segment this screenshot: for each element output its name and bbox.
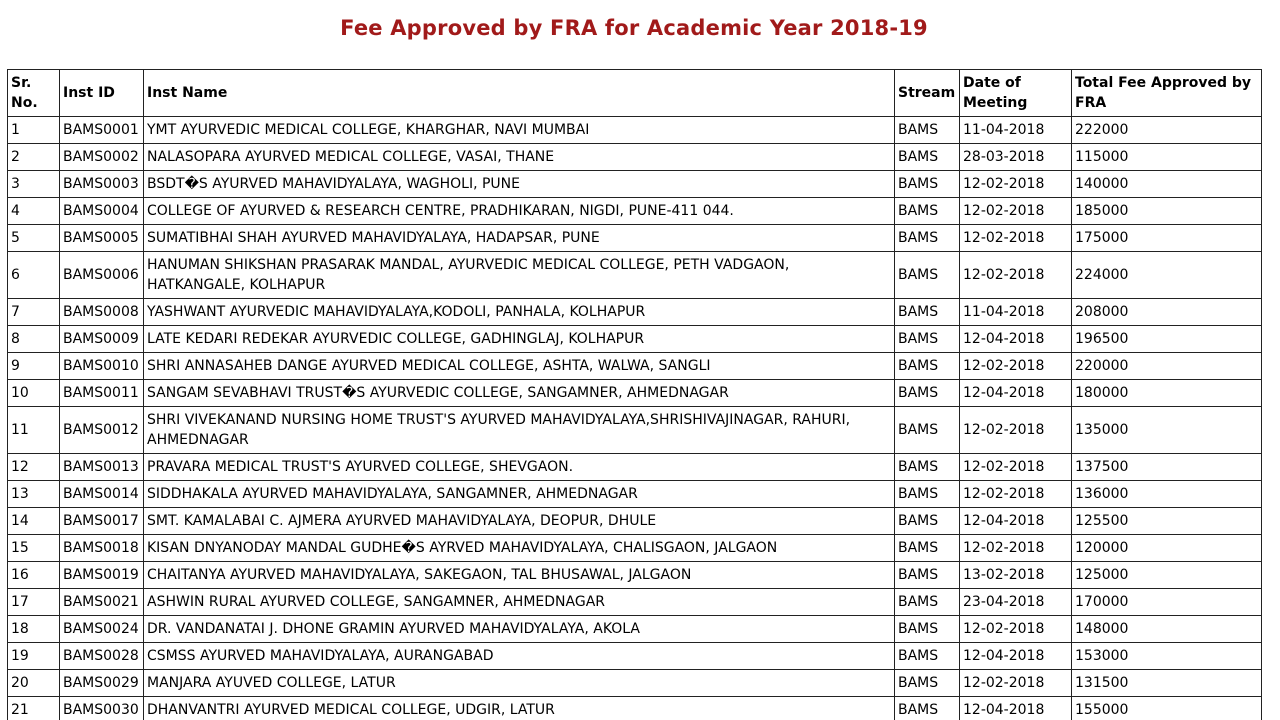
cell-date: 12-02-2018 [960,481,1072,508]
cell-sr-no: 9 [8,353,60,380]
cell-date: 12-02-2018 [960,535,1072,562]
table-row [8,225,1262,252]
table-row [8,252,1262,299]
cell-fee: 148000 [1072,616,1262,643]
table-row [8,508,1262,535]
cell-inst-id: BAMS0003 [60,171,144,198]
cell-stream: BAMS [895,299,960,326]
cell-stream: BAMS [895,454,960,481]
cell-stream: BAMS [895,198,960,225]
cell-date: 12-02-2018 [960,171,1072,198]
table-row [8,454,1262,481]
cell-inst-name: PRAVARA MEDICAL TRUST'S AYURVED COLLEGE, SHEVGAON. [144,454,895,481]
cell-date: 12-02-2018 [960,670,1072,697]
header-inst-id: Inst ID [60,70,144,117]
cell-sr-no: 11 [8,407,60,454]
table-row [8,643,1262,670]
cell-stream: BAMS [895,562,960,589]
cell-sr-no: 12 [8,454,60,481]
cell-inst-id: BAMS0005 [60,225,144,252]
cell-stream: BAMS [895,508,960,535]
cell-inst-id: BAMS0019 [60,562,144,589]
cell-date: 12-02-2018 [960,225,1072,252]
cell-stream: BAMS [895,326,960,353]
cell-stream: BAMS [895,697,960,720]
cell-inst-name: ASHWIN RURAL AYURVED COLLEGE, SANGAMNER, AHMEDNAGAR [144,589,895,616]
cell-date: 12-02-2018 [960,454,1072,481]
header-inst-name: Inst Name [144,70,895,117]
cell-sr-no: 2 [8,144,60,171]
header-stream: Stream [895,70,960,117]
cell-inst-id: BAMS0002 [60,144,144,171]
cell-sr-no: 14 [8,508,60,535]
table-row [8,670,1262,697]
cell-sr-no: 3 [8,171,60,198]
table-row [8,117,1262,144]
header-total-fee: Total Fee Approved by FRA [1072,70,1262,117]
cell-sr-no: 1 [8,117,60,144]
cell-sr-no: 15 [8,535,60,562]
cell-inst-name: CSMSS AYURVED MAHAVIDYALAYA, AURANGABAD [144,643,895,670]
cell-date: 12-02-2018 [960,407,1072,454]
cell-inst-name: LATE KEDARI REDEKAR AYURVEDIC COLLEGE, GADHINGLAJ, KOLHAPUR [144,326,895,353]
cell-fee: 137500 [1072,454,1262,481]
cell-inst-name: SUMATIBHAI SHAH AYURVED MAHAVIDYALAYA, HADAPSAR, PUNE [144,225,895,252]
header-sr-no: Sr. No. [8,70,60,117]
cell-date: 12-04-2018 [960,326,1072,353]
cell-stream: BAMS [895,117,960,144]
cell-stream: BAMS [895,144,960,171]
table-row [8,299,1262,326]
cell-inst-id: BAMS0024 [60,616,144,643]
cell-fee: 153000 [1072,643,1262,670]
cell-inst-name: KISAN DNYANODAY MANDAL GUDHE�S AYRVED MAHAVIDYALAYA, CHALISGAON, JALGAON [144,535,895,562]
cell-inst-name: NALASOPARA AYURVED MEDICAL COLLEGE, VASAI, THANE [144,144,895,171]
cell-sr-no: 20 [8,670,60,697]
cell-sr-no: 4 [8,198,60,225]
cell-fee: 136000 [1072,481,1262,508]
cell-stream: BAMS [895,535,960,562]
cell-stream: BAMS [895,670,960,697]
cell-date: 12-04-2018 [960,508,1072,535]
cell-inst-id: BAMS0010 [60,353,144,380]
cell-sr-no: 17 [8,589,60,616]
cell-sr-no: 13 [8,481,60,508]
cell-date: 11-04-2018 [960,117,1072,144]
cell-inst-name: HANUMAN SHIKSHAN PRASARAK MANDAL, AYURVEDIC MEDICAL COLLEGE, PETH VADGAON, HATKANGALE, KOLHAPUR [144,252,895,299]
cell-fee: 175000 [1072,225,1262,252]
cell-inst-id: BAMS0028 [60,643,144,670]
cell-sr-no: 6 [8,252,60,299]
cell-stream: BAMS [895,643,960,670]
table-row [8,535,1262,562]
table-row [8,198,1262,225]
cell-inst-name: MANJARA AYUVED COLLEGE, LATUR [144,670,895,697]
cell-date: 12-04-2018 [960,380,1072,407]
cell-stream: BAMS [895,171,960,198]
cell-fee: 220000 [1072,353,1262,380]
cell-date: 28-03-2018 [960,144,1072,171]
table-row [8,481,1262,508]
cell-sr-no: 7 [8,299,60,326]
cell-stream: BAMS [895,407,960,454]
cell-inst-name: YASHWANT AYURVEDIC MAHAVIDYALAYA,KODOLI, PANHALA, KOLHAPUR [144,299,895,326]
cell-inst-name: DHANVANTRI AYURVED MEDICAL COLLEGE, UDGIR, LATUR [144,697,895,720]
cell-fee: 224000 [1072,252,1262,299]
cell-inst-id: BAMS0001 [60,117,144,144]
cell-date: 23-04-2018 [960,589,1072,616]
cell-inst-id: BAMS0012 [60,407,144,454]
cell-inst-name: DR. VANDANATAI J. DHONE GRAMIN AYURVED MAHAVIDYALAYA, AKOLA [144,616,895,643]
cell-date: 12-04-2018 [960,697,1072,720]
cell-fee: 170000 [1072,589,1262,616]
cell-fee: 115000 [1072,144,1262,171]
header-date-of-meeting: Date of Meeting [960,70,1072,117]
cell-inst-id: BAMS0030 [60,697,144,720]
cell-fee: 196500 [1072,326,1262,353]
cell-inst-id: BAMS0029 [60,670,144,697]
cell-inst-name: COLLEGE OF AYURVED & RESEARCH CENTRE, PRADHIKARAN, NIGDI, PUNE-411 044. [144,198,895,225]
table-row [8,697,1262,720]
cell-fee: 125500 [1072,508,1262,535]
cell-stream: BAMS [895,252,960,299]
cell-inst-id: BAMS0008 [60,299,144,326]
cell-date: 12-04-2018 [960,643,1072,670]
cell-inst-name: CHAITANYA AYURVED MAHAVIDYALAYA, SAKEGAON, TAL BHUSAWAL, JALGAON [144,562,895,589]
table-row [8,562,1262,589]
cell-stream: BAMS [895,225,960,252]
cell-sr-no: 18 [8,616,60,643]
cell-inst-id: BAMS0021 [60,589,144,616]
cell-fee: 155000 [1072,697,1262,720]
cell-sr-no: 19 [8,643,60,670]
cell-fee: 135000 [1072,407,1262,454]
cell-sr-no: 10 [8,380,60,407]
cell-inst-id: BAMS0017 [60,508,144,535]
cell-inst-name: BSDT�S AYURVED MAHAVIDYALAYA, WAGHOLI, PUNE [144,171,895,198]
cell-inst-name: SHRI ANNASAHEB DANGE AYURVED MEDICAL COLLEGE, ASHTA, WALWA, SANGLI [144,353,895,380]
cell-date: 12-02-2018 [960,252,1072,299]
cell-fee: 140000 [1072,171,1262,198]
cell-inst-name: SMT. KAMALABAI C. AJMERA AYURVED MAHAVIDYALAYA, DEOPUR, DHULE [144,508,895,535]
cell-inst-id: BAMS0004 [60,198,144,225]
table-row [8,380,1262,407]
cell-date: 12-02-2018 [960,198,1072,225]
table-row [8,616,1262,643]
table-row [8,353,1262,380]
table-header-row [8,70,1262,117]
cell-inst-name: SHRI VIVEKANAND NURSING HOME TRUST'S AYURVED MAHAVIDYALAYA,SHRISHIVAJINAGAR, RAHURI, AHMEDNAGAR [144,407,895,454]
cell-inst-id: BAMS0009 [60,326,144,353]
cell-sr-no: 5 [8,225,60,252]
cell-inst-id: BAMS0013 [60,454,144,481]
cell-date: 12-02-2018 [960,353,1072,380]
fee-table [7,69,1262,720]
cell-stream: BAMS [895,380,960,407]
cell-fee: 131500 [1072,670,1262,697]
table-row [8,171,1262,198]
cell-stream: BAMS [895,481,960,508]
table-row [8,326,1262,353]
cell-stream: BAMS [895,589,960,616]
cell-stream: BAMS [895,353,960,380]
cell-stream: BAMS [895,616,960,643]
cell-date: 11-04-2018 [960,299,1072,326]
cell-inst-id: BAMS0014 [60,481,144,508]
cell-sr-no: 16 [8,562,60,589]
cell-date: 12-02-2018 [960,616,1072,643]
cell-sr-no: 8 [8,326,60,353]
cell-date: 13-02-2018 [960,562,1072,589]
cell-inst-id: BAMS0006 [60,252,144,299]
table-row [8,407,1262,454]
cell-fee: 222000 [1072,117,1262,144]
page-title: Fee Approved by FRA for Academic Year 2018-19 [340,16,928,40]
table-row [8,144,1262,171]
table-row [8,589,1262,616]
cell-fee: 180000 [1072,380,1262,407]
cell-inst-name: SIDDHAKALA AYURVED MAHAVIDYALAYA, SANGAMNER, AHMEDNAGAR [144,481,895,508]
cell-sr-no: 21 [8,697,60,720]
cell-inst-name: SANGAM SEVABHAVI TRUST�S AYURVEDIC COLLEGE, SANGAMNER, AHMEDNAGAR [144,380,895,407]
cell-fee: 125000 [1072,562,1262,589]
cell-inst-id: BAMS0011 [60,380,144,407]
cell-fee: 208000 [1072,299,1262,326]
cell-inst-name: YMT AYURVEDIC MEDICAL COLLEGE, KHARGHAR, NAVI MUMBAI [144,117,895,144]
cell-inst-id: BAMS0018 [60,535,144,562]
cell-fee: 120000 [1072,535,1262,562]
cell-fee: 185000 [1072,198,1262,225]
